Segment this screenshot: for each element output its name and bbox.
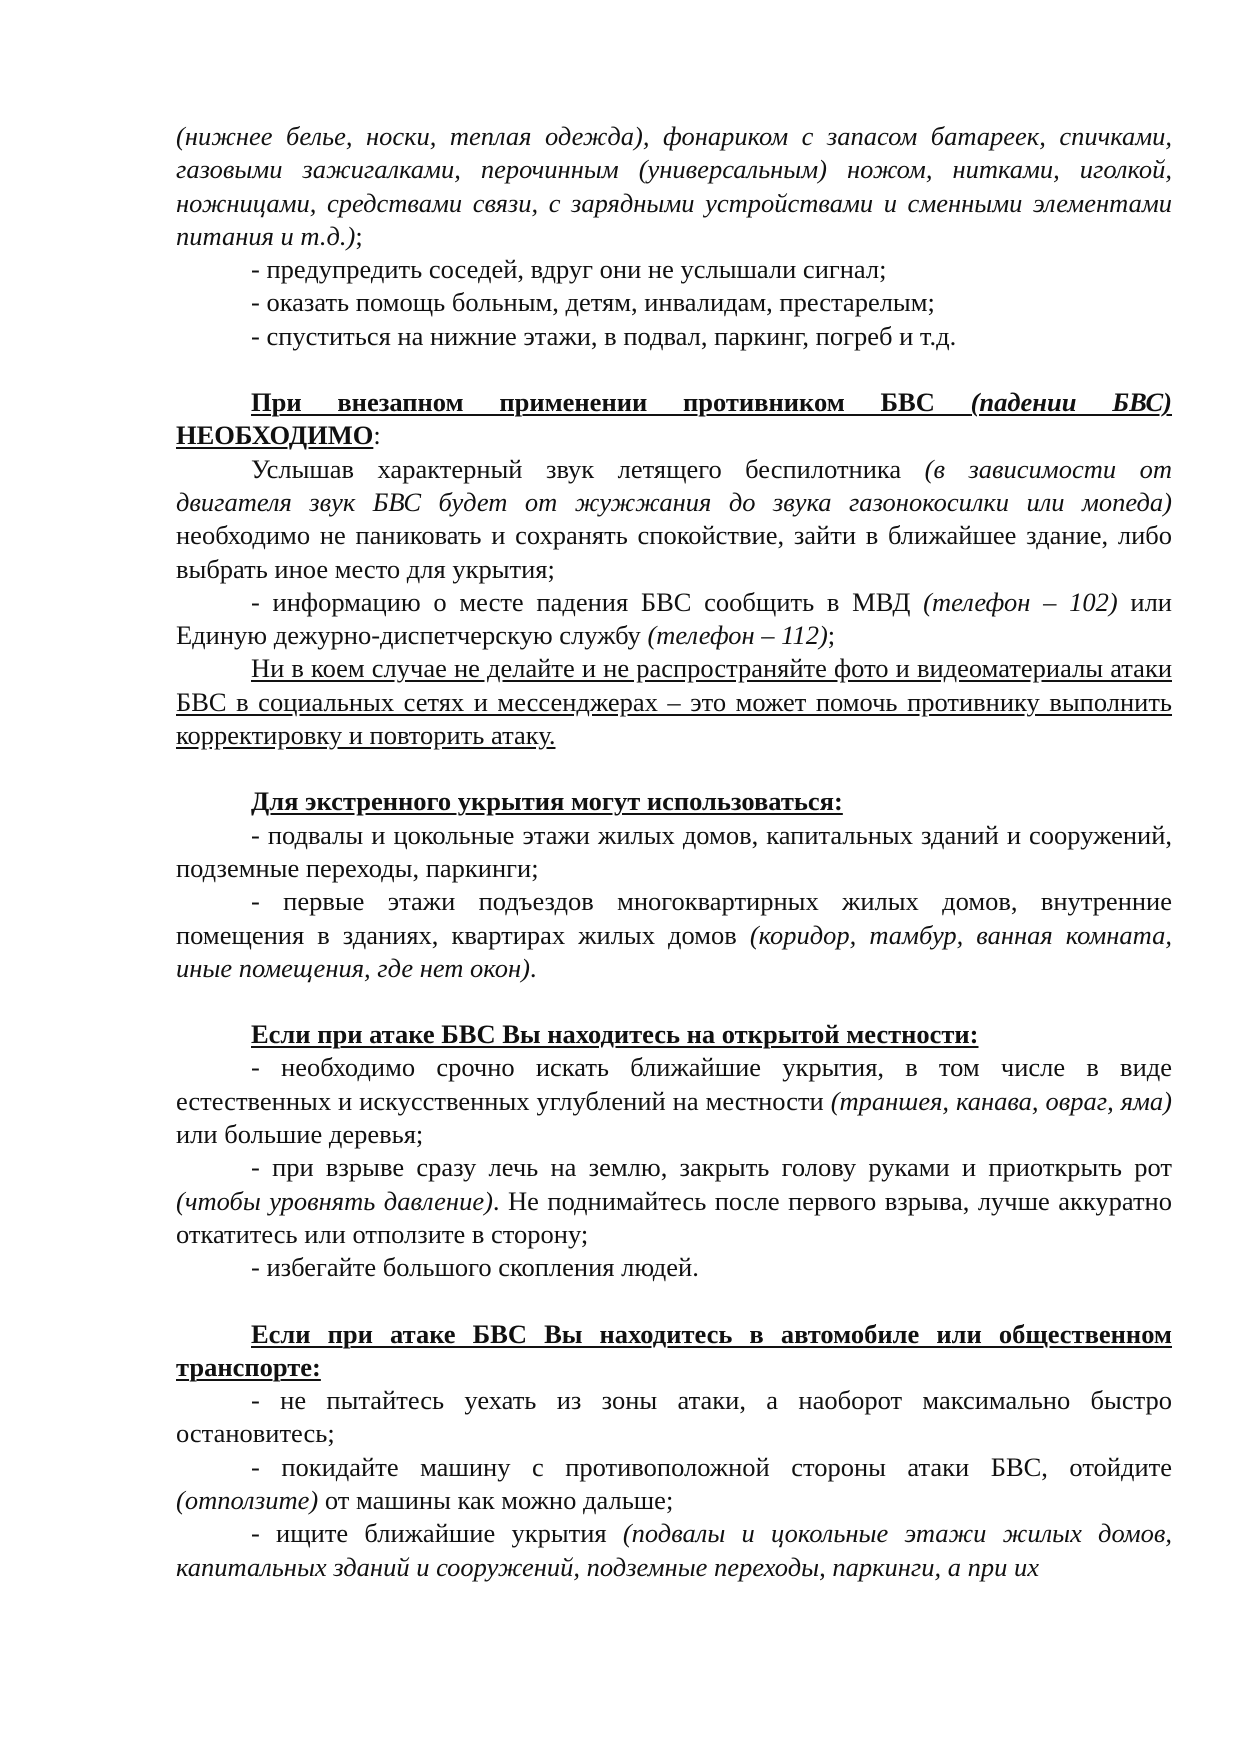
shelter-item: - первые этажи подъездов многоквартирных жилых домов, внутренние помещения в зданиях, квартирах жилых домов (коридор, тамбур, ванная комната, иные помещения, где нет окон).	[176, 886, 1172, 983]
vehicle-item: - ищите ближайшие укрытия (подвалы и цокольные этажи жилых домов, капитальных зданий и сооружений, подземные переходы, паркинги, а при их	[176, 1518, 1172, 1582]
section-heading-open-area: Если при атаке БВС Вы находитесь на открытой местности:	[251, 1019, 979, 1050]
paragraph-warning: Ни в коем случае не делайте и не распространяйте фото и видеоматериалы атаки БВС в социальных сетях и мессенджерах – это может помочь противнику выполнить корректировку и повторить атаку.	[176, 653, 1172, 751]
vehicle-item: - не пытайтесь уехать из зоны атаки, а наоборот максимально быстро остановитесь;	[176, 1385, 1172, 1449]
shelter-item: - подвалы и цокольные этажи жилых домов, капитальных зданий и сооружений, подземные переходы, паркинги;	[176, 819, 1172, 883]
intro-item: - оказать помощь больным, детям, инвалидам, престарелым;	[251, 287, 935, 318]
open-area-item: - необходимо срочно искать ближайшие укрытия, в том числе в виде естественных и искусственных углублений на местности (траншея, канава, овраг, яма) или большие деревья;	[176, 1052, 1173, 1150]
open-area-item: - избегайте большого скопления людей.	[251, 1252, 699, 1283]
intro-item: - предупредить соседей, вдруг они не услышали сигнал;	[251, 254, 887, 285]
intro-item: - спуститься на нижние этажи, в подвал, паркинг, погреб и т.д.	[251, 320, 957, 351]
vehicle-item: - покидайте машину с противоположной стороны атаки БВС, отойдите (отползите) от машины как можно дальше;	[176, 1451, 1172, 1515]
section-heading-sudden-attack: При внезапном применении противником БВС (падении БВС) НЕОБХОДИМО:	[176, 387, 1172, 451]
section-heading-shelter: Для экстренного укрытия могут использоваться:	[251, 786, 843, 817]
paragraph-report-phones: - информацию о месте падения БВС сообщить в МВД (телефон – 102) или Единую дежурно-диспетчерскую службу (телефон – 112);	[176, 586, 1172, 651]
open-area-item: - при взрыве сразу лечь на землю, закрыть голову руками и приоткрыть рот (чтобы уровнять давление). Не поднимайтесь после первого взрыва, лучше аккуратно откатитесь или отползите в сторону;	[176, 1152, 1172, 1249]
paragraph-drone-sound: Услышав характерный звук летящего беспилотника (в зависимости от двигателя звук БВС будет от жужжания до звука газонокосилки или мопеда) необходимо не паниковать и сохранять спокойствие, зайти в ближайшее здание, либо выбрать иное место для укрытия;	[176, 453, 1172, 584]
section-heading-vehicle: Если при атаке БВС Вы находитесь в автомобиле или общественном транспорте:	[176, 1318, 1172, 1382]
intro-continuation: (нижнее белье, носки, теплая одежда), фонариком с запасом батареек, спичками, газовыми зажигалками, перочинным (универсальным) ножом, нитками, иголкой, ножницами, средствами связи, с зарядными устройствами и сменными элементами питания и т.д.);	[176, 121, 1172, 251]
document-page	[176, 120, 1172, 1584]
